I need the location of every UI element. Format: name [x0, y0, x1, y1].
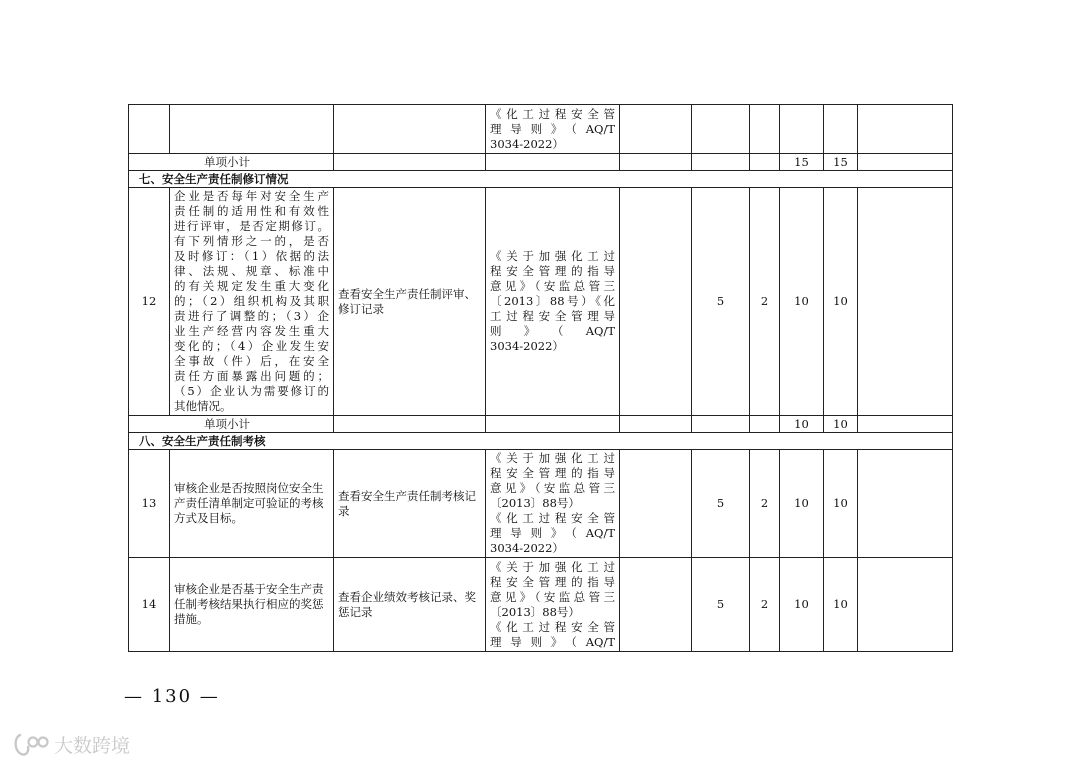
watermark: [12, 731, 130, 758]
table-row: [129, 450, 953, 558]
law-reference: 《化工过程安全管 理导则》（AQ/T 3034-2022）: [486, 105, 620, 154]
score-cell: 2: [750, 558, 780, 652]
item-number: 14: [129, 558, 170, 652]
subtotal-row: [129, 154, 953, 171]
table-row: [129, 558, 953, 652]
score-cell: 10: [780, 450, 824, 558]
score-cell: 10: [780, 558, 824, 652]
score-cell: 5: [692, 188, 750, 416]
law-reference: 《关于加强化工过 程安全管理的指导 意见》（安监总管三 〔2013〕88号）《化 工过程安全管理导 则》（AQ/T 3034-2022）: [486, 188, 620, 416]
score-cell: 2: [750, 450, 780, 558]
item-content: 审核企业是否基于安全生产责任制考核结果执行相应的奖惩措施。: [170, 558, 334, 652]
score-cell: 5: [692, 558, 750, 652]
score-cell: 2: [750, 188, 780, 416]
subtotal-score: 10: [824, 416, 858, 433]
subtotal-score: 15: [780, 154, 824, 171]
score-cell: 10: [780, 188, 824, 416]
section-title: 七、安全生产责任制修订情况: [129, 171, 953, 188]
table-row: [129, 188, 953, 416]
score-cell: 10: [824, 188, 858, 416]
check-method: 查看安全生产责任制评审、修订记录: [334, 188, 486, 416]
section-row: [129, 433, 953, 450]
watermark-text: 大数跨境: [54, 735, 131, 757]
subtotal-row: [129, 416, 953, 433]
score-cell: 5: [692, 450, 750, 558]
evaluation-table: [128, 104, 953, 652]
page-number: — 130 —: [124, 686, 220, 707]
subtotal-label: 单项小计: [129, 154, 334, 171]
score-cell: 10: [824, 450, 858, 558]
item-content: 审核企业是否按照岗位安全生产责任清单制定可验证的考核方式及目标。: [170, 450, 334, 558]
brand-logo-icon: [12, 732, 52, 758]
table-row: [129, 105, 953, 154]
subtotal-label: 单项小计: [129, 416, 334, 433]
check-method: 查看安全生产责任制考核记录: [334, 450, 486, 558]
section-title: 八、安全生产责任制考核: [129, 433, 953, 450]
item-number: 13: [129, 450, 170, 558]
item-content: 企业是否每年对安全生产 责任制的适用性和有效性 进行评审，是否定期修订。 有下列情形之一的，是否 及时修订：（1）依据的法 律、法规、规章、标准中 的有关规定发生重大变化 的；（2）组织机构及其职 责进行了调整的；（3）企 业生产经营内容发生重大 变化的；（4）企业发生安 全事故（件）后，在安全 责任方面暴露出问题的； （5）企业认为需要修订的 其他情况。: [170, 188, 334, 416]
item-number: 12: [129, 188, 170, 416]
subtotal-score: 10: [780, 416, 824, 433]
law-reference: 《关于加强化工过 程安全管理的指导 意见》（安监总管三 〔2013〕88号） 《化工过程安全管 理导则》（AQ/T: [486, 558, 620, 652]
score-cell: 10: [824, 558, 858, 652]
subtotal-score: 15: [824, 154, 858, 171]
law-reference: 《关于加强化工过 程安全管理的指导 意见》（安监总管三 〔2013〕88号） 《化工过程安全管 理导则》（AQ/T 3034-2022）: [486, 450, 620, 558]
section-row: [129, 171, 953, 188]
check-method: 查看企业绩效考核记录、奖惩记录: [334, 558, 486, 652]
